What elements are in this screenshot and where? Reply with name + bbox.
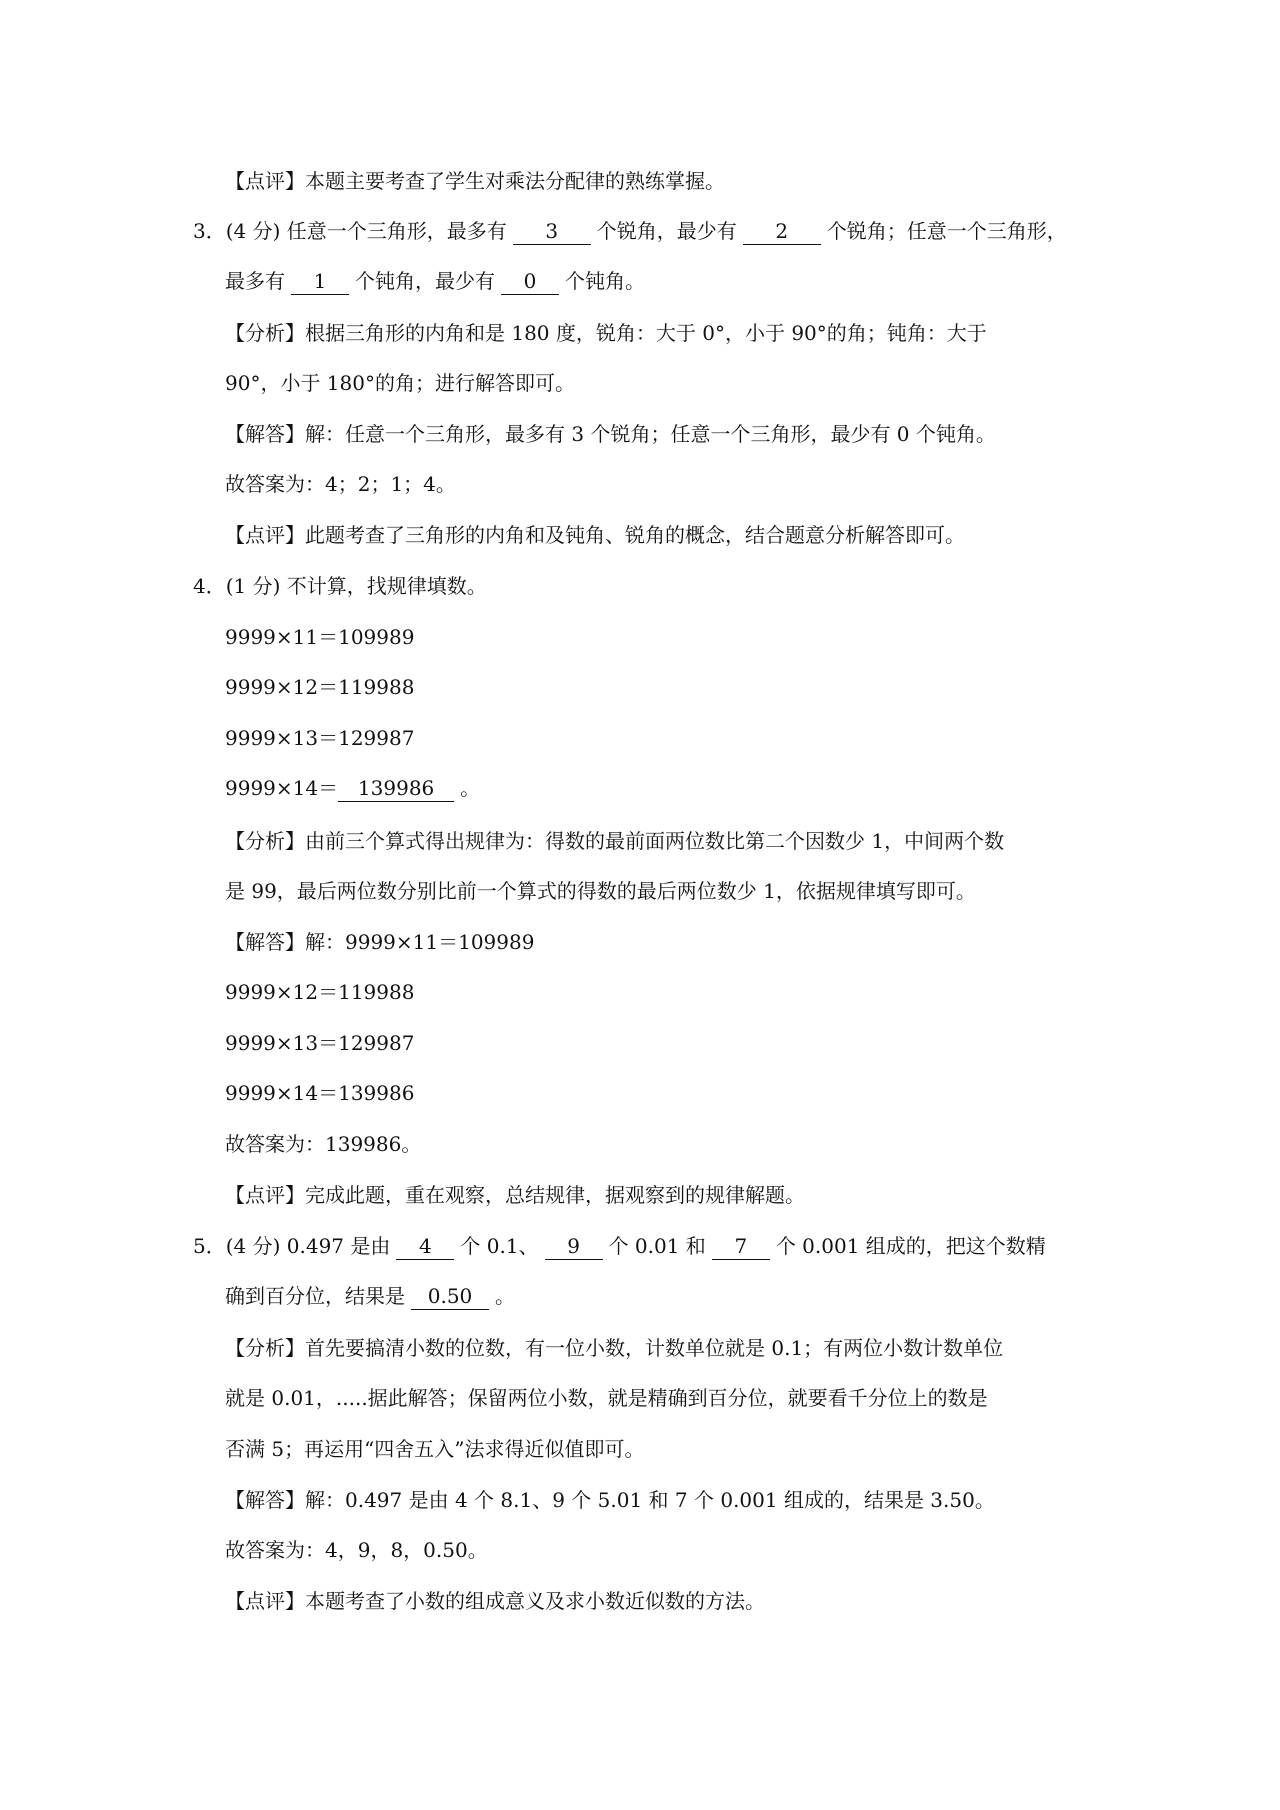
- q3-blank-2[interactable]: 2: [743, 218, 821, 245]
- q4-equation-1: 9999×11＝109989: [225, 625, 415, 649]
- q3-answer: 故答案为：4；2；1；4。: [225, 472, 456, 496]
- q5-review: 【点评】本题考查了小数的组成意义及求小数近似数的方法。: [225, 1589, 765, 1613]
- q3-stem-number: 3．(4 分) 任意一个三角形，最多有: [193, 219, 507, 243]
- q4-answer: 故答案为：139986。: [225, 1132, 422, 1156]
- q4-equation-4-prefix: 9999×14＝: [225, 776, 339, 800]
- q5-stem-text-3: 个 0.001 组成的，把这个数精: [775, 1234, 1046, 1258]
- q3-analysis-line2: 90°，小于 180°的角；进行解答即可。: [225, 371, 575, 395]
- q3-stem-line2: [225, 266, 645, 296]
- q5-stem-text-1: 个 0.1、: [460, 1234, 539, 1258]
- q4-blank[interactable]: 139986: [338, 775, 454, 802]
- q4-equation-2: 9999×12＝119988: [225, 675, 415, 699]
- q3-stem-text-4: 个钝角，最少有: [355, 269, 495, 293]
- q5-stem-number: 5．(4 分) 0.497 是由: [193, 1234, 391, 1258]
- q4-solution-1: 【解答】解：9999×11＝109989: [225, 930, 535, 954]
- q4-review: 【点评】完成此题，重在观察，总结规律，据观察到的规律解题。: [225, 1183, 805, 1207]
- q4-analysis-line2: 是 99，最后两位数分别比前一个算式的得数的最后两位数少 1，依据规律填写即可。: [225, 879, 976, 903]
- q5-analysis-line2: 就是 0.01，.....据此解答；保留两位小数，就是精确到百分位，就要看千分位上的数是: [225, 1386, 988, 1410]
- q3-stem-text-2: 个锐角；任意一个三角形，: [826, 219, 1067, 243]
- q5-blank-4[interactable]: 0.50: [411, 1283, 489, 1310]
- q3-blank-1[interactable]: 3: [513, 218, 591, 245]
- q3-stem-text-5: 个钝角。: [565, 269, 645, 293]
- q3-solution: 【解答】解：任意一个三角形，最多有 3 个锐角；任意一个三角形，最少有 0 个钝角。: [225, 422, 996, 446]
- q2-review: 【点评】本题主要考查了学生对乘法分配律的熟练掌握。: [225, 169, 725, 193]
- q4-solution-4: 9999×14＝139986: [225, 1081, 415, 1105]
- q5-stem-text-5: 。: [495, 1284, 515, 1308]
- q4-equation-3: 9999×13＝129987: [225, 726, 415, 750]
- q5-answer: 故答案为：4，9，8，0.50。: [225, 1538, 488, 1562]
- q5-blank-1[interactable]: 4: [396, 1233, 454, 1260]
- q4-equation-4: [225, 773, 480, 803]
- q5-stem-line1: [193, 1231, 1046, 1261]
- q5-analysis-line1: 【分析】首先要搞清小数的位数，有一位小数，计数单位就是 0.1；有两位小数计数单位: [225, 1336, 1004, 1360]
- q5-blank-2[interactable]: 9: [545, 1233, 603, 1260]
- q4-solution-2: 9999×12＝119988: [225, 980, 415, 1004]
- q4-solution-3: 9999×13＝129987: [225, 1031, 415, 1055]
- q3-stem-line1: [193, 216, 1067, 246]
- q5-stem-line2: [225, 1281, 515, 1311]
- q3-blank-3[interactable]: 1: [291, 268, 349, 295]
- q3-analysis-line1: 【分析】根据三角形的内角和是 180 度，锐角：大于 0°，小于 90°的角；钝角：大于: [225, 321, 987, 345]
- q5-stem-text-2: 个 0.01 和: [608, 1234, 706, 1258]
- q5-analysis-line3: 否满 5；再运用“四舍五入”法求得近似值即可。: [225, 1437, 645, 1461]
- q5-blank-3[interactable]: 7: [712, 1233, 770, 1260]
- q3-review: 【点评】此题考查了三角形的内角和及钝角、锐角的概念，结合题意分析解答即可。: [225, 523, 965, 547]
- q3-stem-text-3: 最多有: [225, 269, 285, 293]
- q3-stem-text-1: 个锐角，最少有: [596, 219, 737, 243]
- q4-equation-4-suffix: 。: [460, 776, 481, 800]
- q5-solution: 【解答】解：0.497 是由 4 个 8.1、9 个 5.01 和 7 个 0.001 组成的，结果是 3.50。: [225, 1488, 995, 1512]
- q4-stem: 4．(1 分) 不计算，找规律填数。: [193, 574, 487, 598]
- q3-blank-4[interactable]: 0: [501, 268, 559, 295]
- q4-analysis-line1: 【分析】由前三个算式得出规律为：得数的最前面两位数比第二个因数少 1，中间两个数: [225, 829, 1005, 853]
- q5-stem-text-4: 确到百分位，结果是: [225, 1284, 405, 1308]
